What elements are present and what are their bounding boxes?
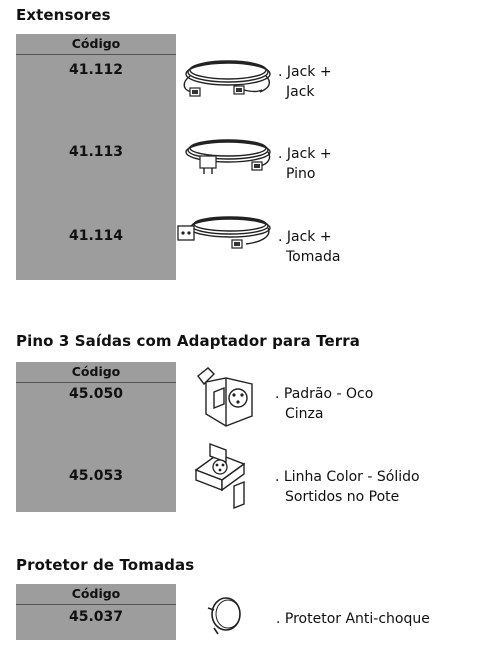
description-line: . Protetor Anti-choque	[276, 611, 430, 627]
product-description	[276, 609, 430, 629]
product-description	[278, 227, 340, 267]
description-line: Sortidos no Pote	[285, 489, 400, 505]
outlet-protector-icon	[200, 592, 250, 642]
code-column-extensores	[16, 34, 176, 280]
code-header: Código	[16, 34, 176, 55]
triple-adapter-color-icon	[190, 440, 264, 510]
section-title-pino-3-saidas: Pino 3 Saídas com Adaptador para Terra	[16, 332, 361, 350]
code-header: Código	[16, 584, 176, 605]
product-description	[275, 467, 420, 507]
section-title-protetor-de-tomadas: Protetor de Tomadas	[16, 556, 195, 574]
extension-cord-jack-jack-icon	[176, 52, 276, 106]
description-line: Cinza	[285, 406, 324, 422]
description-line: Tomada	[286, 249, 341, 265]
description-line: . Jack +	[278, 229, 332, 245]
product-code: 45.037	[68, 609, 124, 625]
product-code: 41.112	[68, 62, 124, 78]
product-code: 41.114	[68, 228, 124, 244]
product-code: 41.113	[68, 144, 124, 160]
description-line: Pino	[286, 166, 316, 182]
extension-cord-jack-plug-icon	[176, 134, 276, 188]
extension-cord-jack-socket-icon	[172, 212, 276, 270]
code-header: Código	[16, 362, 176, 383]
product-description	[278, 144, 332, 184]
description-line: . Padrão - Oco	[275, 386, 374, 402]
product-code: 45.053	[68, 468, 124, 484]
description-line: . Jack +	[278, 64, 332, 80]
product-description	[278, 62, 332, 102]
section-title-extensores: Extensores	[16, 6, 111, 24]
product-code: 45.050	[68, 386, 124, 402]
code-column-protetor	[16, 584, 176, 640]
triple-adapter-icon	[192, 364, 264, 432]
code-column-pino-3-saidas	[16, 362, 176, 512]
description-line: Jack	[286, 84, 315, 100]
description-line: . Jack +	[278, 146, 332, 162]
product-description	[275, 384, 373, 424]
description-line: . Linha Color - Sólido	[275, 469, 420, 485]
